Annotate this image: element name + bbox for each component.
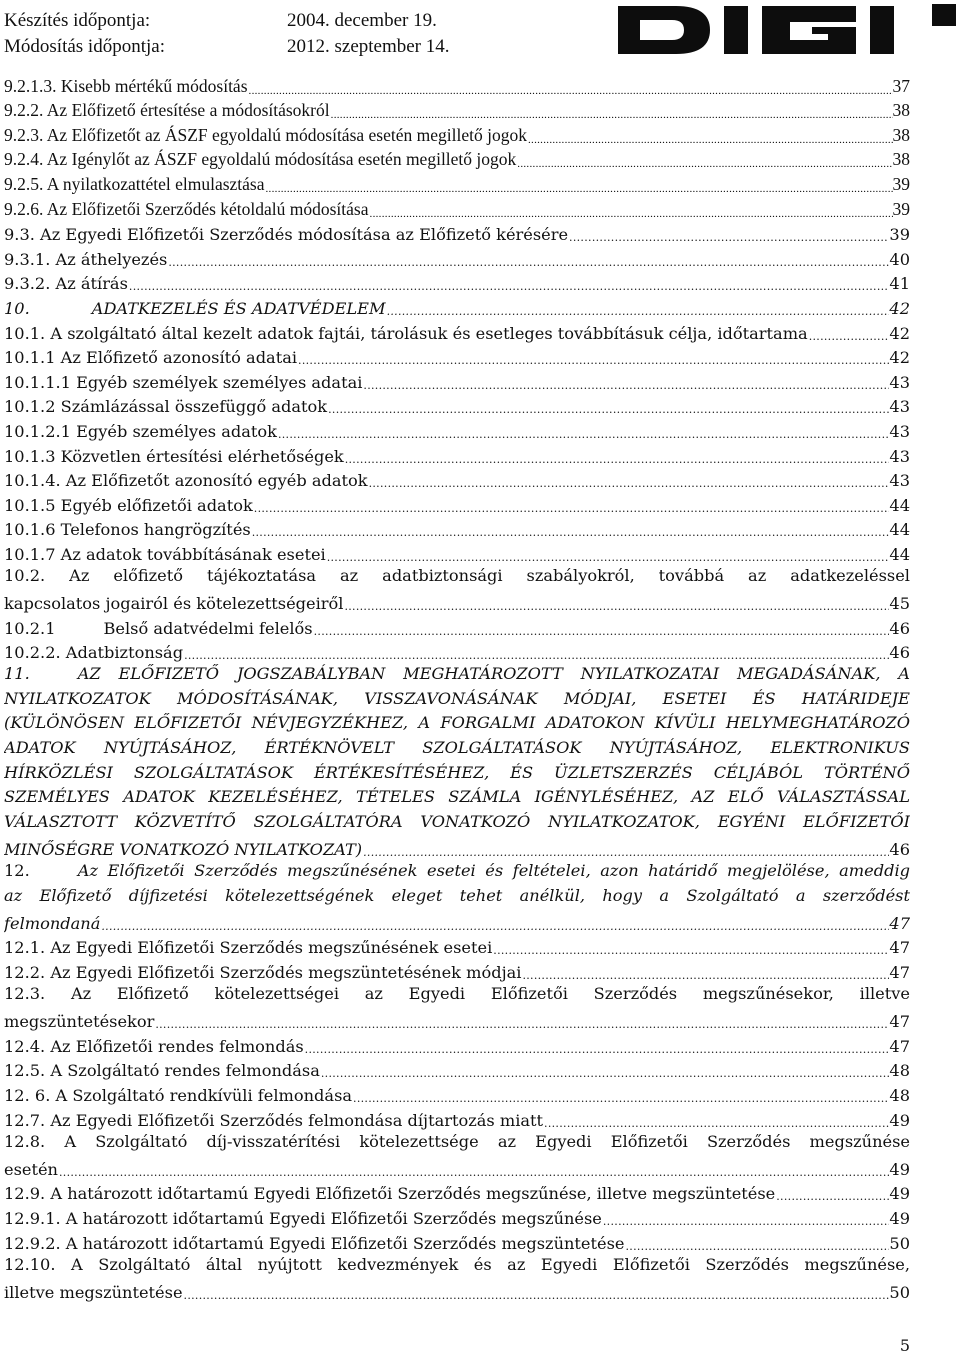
- toc-entry[interactable]: 12.9. A határozott időtartamú Egyedi Előfizetői Szerződés megszűnése, illetve megszüntetése ..... 49: [4, 1179, 910, 1204]
- toc-entry-multiline[interactable]: 11. AZ ELŐFIZETŐ JOGSZABÁLYBAN MEGHATÁROZOTT NYILATKOZATAI MEGADÁSÁNAK, A NYILATKOZATOK MÓDOSÍTÁSÁNAK, VISSZAVONÁSÁNAK MÓDJAI, ESETEI ÉS HATÁRIDEJE (KÜLÖNÖSEN ELŐFIZETŐI NÉVJEGYZÉKHEZ, A FORGALMI ADATOKON KÍVÜLI HELYMEGHATÁROZÓ ADATOK NYÚJTÁSÁHOZ, ÉRTÉKNÖVELT SZOLGÁLTATÁSOK NYÚJTÁSÁHOZ, ELEKTRONIKUS HÍRKÖZLÉSI SZOLGÁLTATÁSOK ÉRTÉKESÍTÉSÉHEZ, ÉS ÜZLETSZERZÉS CÉLJÁBÓL TÖRTÉNŐ SZEMÉLYES ADATOK KEZELÉSÉHEZ, TÉTELES SZÁMLA IGÉNYLÉSÉHEZ, AZ ELŐ VÁLASZTÁSSAL VÁLASZTOTT KÖZVETÍTŐ SZOLGÁLTATÓRA VONATKOZÓ NYILATKOZATOK, EGYÉNI ELŐFIZETŐI MINŐSÉGRE VONATKOZÓ NYILATKOZAT) ..... 46: [4, 662, 910, 859]
- created-value: 2004. december 19.: [287, 10, 437, 31]
- toc-entry-multiline[interactable]: 10.2. Az előfizető tájékoztatása az adatbiztonsági szabályokról, továbbá az adatkezeléssel kapcsolatos jogairól és kötelezettségeiről ..... 45: [4, 564, 910, 613]
- digi-logo: [614, 0, 960, 58]
- toc-entry[interactable]: 10.2.1 Belső adatvédelmi felelős ..... 46: [4, 613, 910, 638]
- toc-entry[interactable]: 10.1. A szolgáltató által kezelt adatok fajtái, tárolásuk és esetleges továbbításuk célja, időtartama ..... 42: [4, 318, 910, 343]
- toc-entry[interactable]: 9.2.4. Az Igénylőt az ÁSZF egyoldalú módosítása esetén megillető jogok ..... 38: [4, 146, 910, 171]
- toc-entry[interactable]: 9.3. Az Egyedi Előfizetői Szerződés módosítása az Előfizető kérésére ..... 39: [4, 220, 910, 245]
- created-row: [4, 8, 437, 34]
- toc-entry-multiline[interactable]: 12.8. A Szolgáltató díj-visszatérítési kötelezettsége az Egyedi Előfizetői Szerződés megszűnése esetén ..... 49: [4, 1130, 910, 1179]
- toc-entry[interactable]: 12.7. Az Egyedi Előfizetői Szerződés felmondása díjtartozás miatt ..... 49: [4, 1105, 910, 1130]
- toc-entry[interactable]: 10.1.2.1 Egyéb személyes adatok ..... 43: [4, 416, 910, 441]
- page-header: [0, 0, 960, 62]
- toc-entry[interactable]: 10.1.1 Az Előfizető azonosító adatai ..... 42: [4, 343, 910, 368]
- toc-entry-multiline[interactable]: 12.10. A Szolgáltató által nyújtott kedvezmények és az Egyedi Előfizetői Szerződés megszűnése, illetve megszüntetése ..... 50: [4, 1253, 910, 1302]
- modified-value: 2012. szeptember 14.: [287, 36, 450, 57]
- toc-entry[interactable]: 9.3.2. Az átírás ..... 41: [4, 269, 910, 294]
- toc-entry[interactable]: 10.1.1.1 Egyéb személyek személyes adatai ..... 43: [4, 367, 910, 392]
- toc-entry[interactable]: 10.1.2 Számlázással összefüggő adatok ..... 43: [4, 392, 910, 417]
- toc-entry[interactable]: 12.2. Az Egyedi Előfizetői Szerződés megszüntetésének módjai ..... 47: [4, 957, 910, 982]
- toc-entry[interactable]: 12.9.1. A határozott időtartamú Egyedi Előfizetői Szerződés megszűnése ..... 49: [4, 1203, 910, 1228]
- toc-entry[interactable]: 12.5. A Szolgáltató rendes felmondása ..... 48: [4, 1056, 910, 1081]
- toc-entry[interactable]: 10.2.2. Adatbiztonság ..... 46: [4, 638, 910, 663]
- toc-entry[interactable]: 12. 6. A Szolgáltató rendkívüli felmondása ..... 48: [4, 1080, 910, 1105]
- svg-text:DIGI: DIGI: [614, 0, 617, 1]
- toc-entry-multiline[interactable]: 12. Az Előfizetői Szerződés megszűnésének esetei és feltételei, azon határidő megjelölése, ameddig az Előfizető díjfizetési kötelezettségének eleget tehet anélkül, hogy a Szolgáltató a szerződést felmondaná ..... 47: [4, 859, 910, 933]
- toc-entry[interactable]: 10. ADATKEZELÉS ÉS ADATVÉDELEM ..... 42: [4, 293, 910, 318]
- toc-entry[interactable]: 10.1.5 Egyéb előfizetői adatok ..... 44: [4, 490, 910, 515]
- toc-entry[interactable]: 9.2.6. Az Előfizetői Szerződés kétoldalú módosítása ..... 39: [4, 195, 910, 220]
- toc-entry[interactable]: 9.2.1.3. Kisebb mértékű módosítás ..... 37: [4, 72, 910, 97]
- toc-entry[interactable]: 9.2.2. Az Előfizető értesítése a módosításokról ..... 38: [4, 97, 910, 122]
- toc-entry[interactable]: 10.1.3 Közvetlen értesítési elérhetőségek ..... 43: [4, 441, 910, 466]
- toc-entry[interactable]: 12.1. Az Egyedi Előfizetői Szerződés megszűnésének esetei ..... 47: [4, 933, 910, 958]
- toc-entry[interactable]: 9.3.1. Az áthelyezés ..... 40: [4, 244, 910, 269]
- toc-entry[interactable]: 10.1.6 Telefonos hangrögzítés ..... 44: [4, 515, 910, 540]
- created-label: Készítés időpontja:: [4, 10, 151, 31]
- toc-entry[interactable]: 9.2.3. Az Előfizetőt az ÁSZF egyoldalú módosítása esetén megillető jogok ..... 38: [4, 121, 910, 146]
- toc-entry[interactable]: 10.1.4. Az Előfizetőt azonosító egyéb adatok ..... 43: [4, 466, 910, 491]
- toc-entry[interactable]: 12.4. Az Előfizetői rendes felmondás ..... 47: [4, 1031, 910, 1056]
- page-number: 5: [899, 1336, 910, 1355]
- modified-label: Módosítás időpontja:: [4, 36, 165, 57]
- toc-entry[interactable]: 12.9.2. A határozott időtartamú Egyedi Előfizetői Szerződés megszüntetése ..... 50: [4, 1228, 910, 1253]
- modified-row: [4, 34, 450, 60]
- toc-entry[interactable]: 10.1.7 Az adatok továbbításának esetei ..... 44: [4, 539, 910, 564]
- toc-entry-multiline[interactable]: 12.3. Az Előfizető kötelezettségei az Egyedi Előfizetői Szerződés megszűnésekor, illetve megszüntetésekor ..... 47: [4, 982, 910, 1031]
- toc-entry[interactable]: 9.2.5. A nyilatkozattétel elmulasztása ..... 39: [4, 170, 910, 195]
- table-of-contents: [4, 72, 910, 1302]
